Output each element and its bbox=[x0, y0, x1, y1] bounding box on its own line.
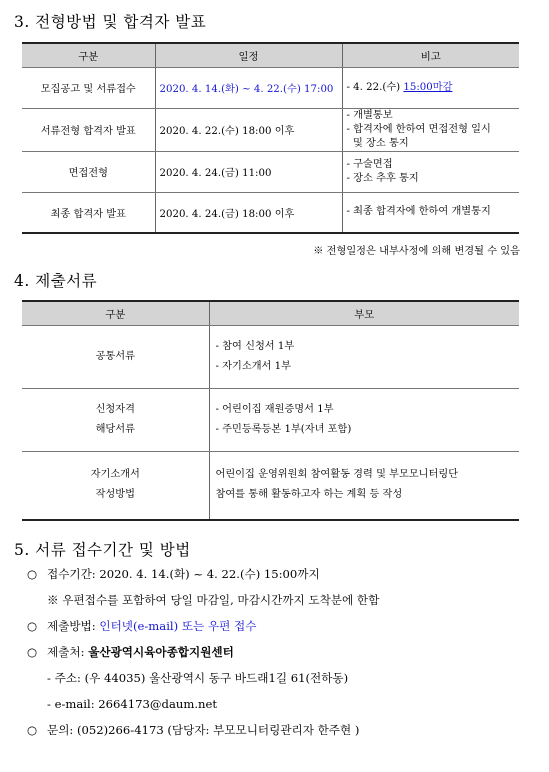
section4-title: 4. 제출서류 bbox=[14, 272, 98, 290]
table-row bbox=[22, 67, 519, 108]
circle-bullet-icon: ○ bbox=[27, 723, 38, 737]
category-line: 신청자격 bbox=[95, 403, 135, 415]
documents-table-header bbox=[22, 301, 519, 325]
method-item bbox=[27, 616, 256, 636]
schedule-note: ※ 전형일정은 내부사정에 의해 변경될 수 있음 bbox=[313, 246, 520, 257]
row-items bbox=[209, 325, 519, 388]
row-remarks bbox=[342, 67, 519, 108]
row-items bbox=[209, 451, 519, 520]
remark-line: - 구술면접 bbox=[346, 158, 393, 170]
header-parents: 부모 bbox=[209, 301, 519, 325]
section3-title: 3. 전형방법 및 합격자 발표 bbox=[14, 13, 207, 31]
period-item bbox=[27, 564, 320, 584]
item-line: - 주민등록등본 1부(자녀 포함) bbox=[215, 423, 352, 435]
row-category: 서류전형 합격자 발표 bbox=[22, 108, 155, 151]
method-label: 제출방법: bbox=[47, 619, 100, 633]
circle-bullet-icon: ○ bbox=[27, 567, 38, 581]
table-row bbox=[22, 108, 519, 151]
category-line: 자기소개서 bbox=[90, 469, 140, 481]
row-category: 공통서류 bbox=[22, 325, 209, 388]
schedule-table-header bbox=[22, 43, 519, 67]
row-category: 모집공고 및 서류접수 bbox=[22, 67, 155, 108]
remark-line: 및 장소 통지 bbox=[346, 137, 409, 149]
place-label: 제출처: bbox=[47, 645, 89, 659]
row-schedule: 2020. 4. 14.(화) ~ 4. 22.(수) 17:00 bbox=[155, 67, 342, 108]
contact-item bbox=[27, 720, 359, 740]
section5-title: 5. 서류 접수기간 및 방법 bbox=[14, 541, 191, 559]
circle-bullet-icon: ○ bbox=[27, 645, 38, 659]
category-line: 해당서류 bbox=[95, 423, 135, 435]
table-row bbox=[22, 325, 519, 388]
header-category: 구분 bbox=[22, 43, 155, 67]
remark-line: - 장소 추후 통지 bbox=[346, 172, 419, 184]
row-remarks: - 최종 합격자에 한하여 개별통지 bbox=[342, 192, 519, 233]
table-row bbox=[22, 151, 519, 192]
header-remarks: 비고 bbox=[342, 43, 519, 67]
row-remarks bbox=[342, 151, 519, 192]
header-schedule: 일정 bbox=[155, 43, 342, 67]
place-item bbox=[27, 642, 234, 662]
item-line: - 자기소개서 1부 bbox=[215, 360, 291, 372]
address-line: - 주소: (우 44035) 울산광역시 동구 바드래1길 61(전하동) bbox=[47, 671, 349, 685]
circle-bullet-icon: ○ bbox=[27, 619, 38, 633]
contact-text: 문의: (052)266-4173 (담당자: 부모모니터링관리자 한주현 ) bbox=[47, 723, 360, 737]
row-items bbox=[209, 388, 519, 451]
item-line: 참여를 통해 활동하고자 하는 계획 등 작성 bbox=[215, 489, 403, 501]
table-row bbox=[22, 388, 519, 451]
row-schedule: 2020. 4. 24.(금) 18:00 이후 bbox=[155, 192, 342, 233]
deadline-highlight: 15:00마감 bbox=[403, 81, 453, 93]
item-line: - 참여 신청서 1부 bbox=[215, 340, 295, 352]
header-category: 구분 bbox=[22, 301, 209, 325]
row-category: 면접전형 bbox=[22, 151, 155, 192]
table-row bbox=[22, 451, 519, 520]
period-note: ※ 우편접수를 포함하여 당일 마감일, 마감시간까지 도착분에 한함 bbox=[47, 593, 380, 607]
item-line: - 어린이집 재원증명서 1부 bbox=[215, 403, 334, 415]
table-row bbox=[22, 192, 519, 233]
row-category: 최종 합격자 발표 bbox=[22, 192, 155, 233]
row-remarks bbox=[342, 108, 519, 151]
documents-table bbox=[22, 300, 519, 521]
row-category bbox=[22, 451, 209, 520]
row-category bbox=[22, 388, 209, 451]
method-value: 인터넷(e-mail) 또는 우편 접수 bbox=[99, 619, 257, 633]
remark-line: - 개별통보 bbox=[346, 109, 393, 121]
remark-line: - 4. 22.(수) bbox=[346, 81, 404, 93]
email-line: - e-mail: 2664173@daum.net bbox=[47, 697, 217, 711]
place-value: 울산광역시육아종합지원센터 bbox=[88, 645, 234, 659]
row-schedule: 2020. 4. 24.(금) 11:00 bbox=[155, 151, 342, 192]
row-schedule: 2020. 4. 22.(수) 18:00 이후 bbox=[155, 108, 342, 151]
item-line: 어린이집 운영위원회 참여활동 경력 및 부모모니터링단 bbox=[215, 469, 459, 481]
category-line: 작성방법 bbox=[95, 489, 135, 501]
remark-line: - 합격자에 한하여 면접전형 일시 bbox=[346, 123, 491, 135]
schedule-table bbox=[22, 42, 519, 234]
period-text: 접수기간: 2020. 4. 14.(화) ~ 4. 22.(수) 15:00까지 bbox=[47, 567, 320, 581]
